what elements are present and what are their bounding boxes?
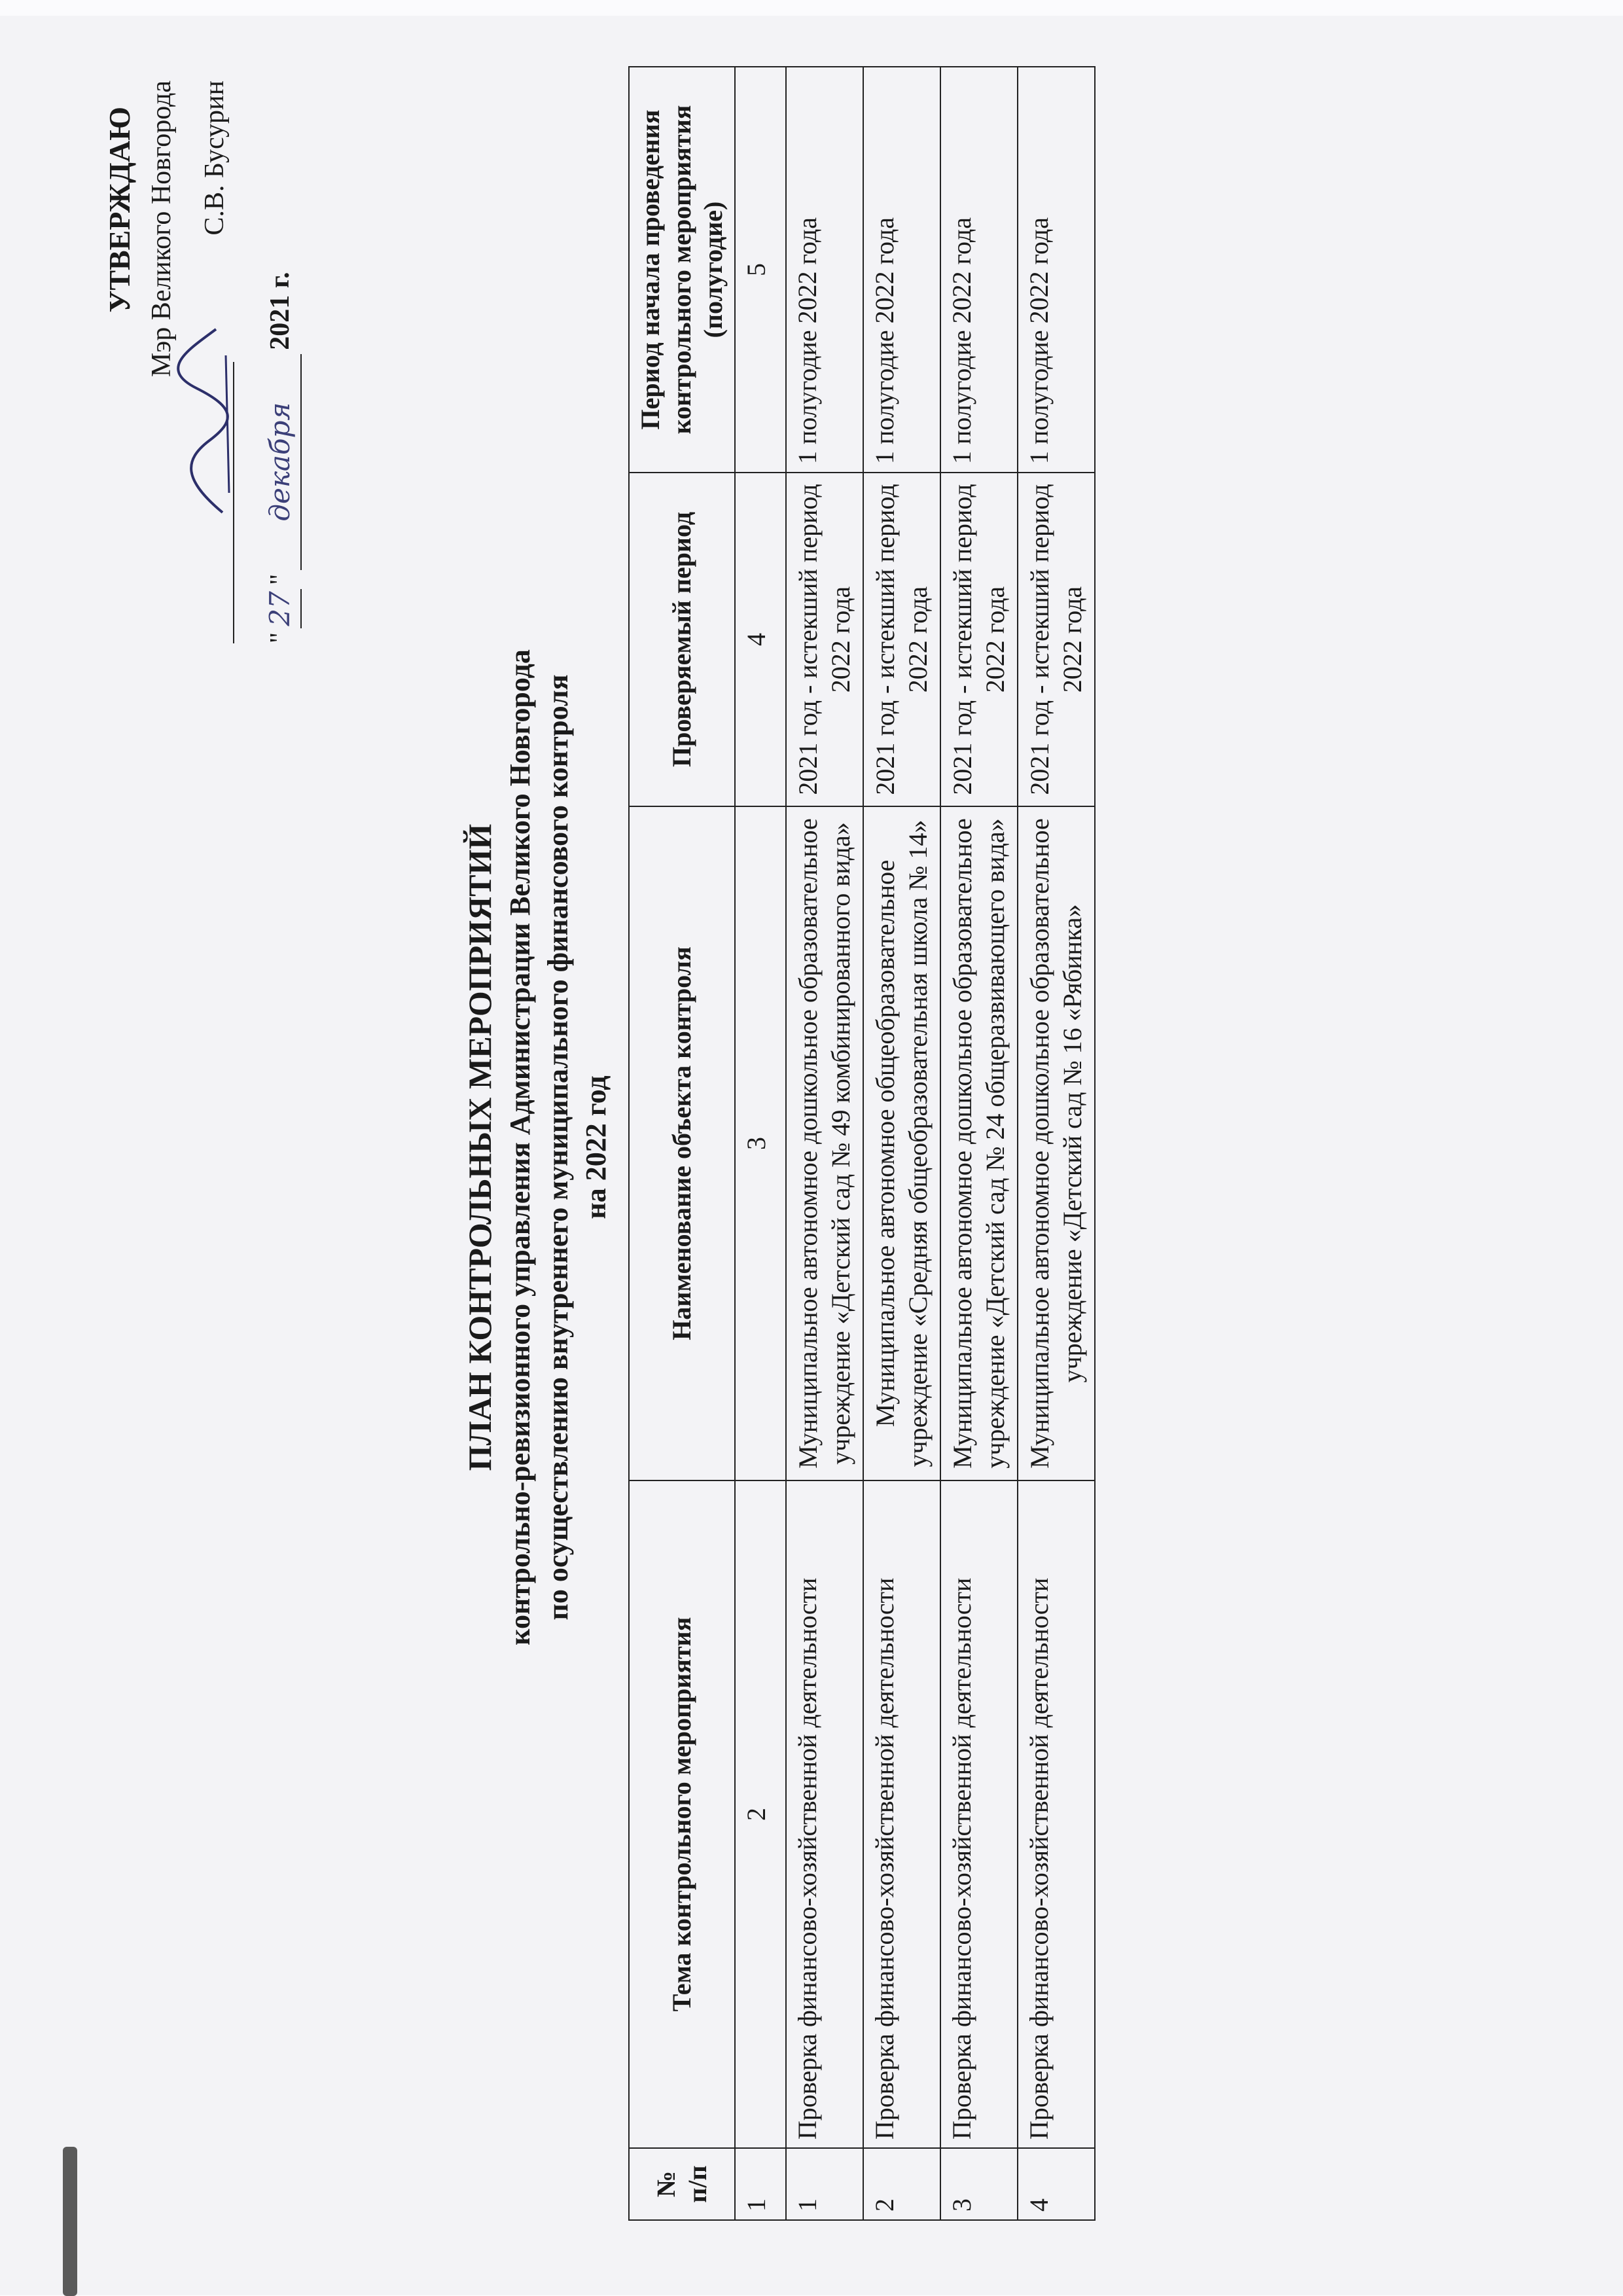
row-start: 1 полугодие 2022 года: [786, 67, 863, 473]
row-object: Муниципальное автономное дошкольное образовательное учреждение «Детский сад № 16 «Рябинка»: [1018, 806, 1095, 1480]
row-object: Муниципальное автономное дошкольное образовательное учреждение «Детский сад № 49 комбинированного вида»: [786, 806, 863, 1480]
date-quote-open: ": [265, 632, 296, 643]
row-number: 1: [786, 2148, 863, 2220]
column-number: 4: [735, 473, 786, 806]
table-row: [940, 67, 1018, 2220]
row-topic: Проверка финансово-хозяйственной деятельности: [863, 1480, 940, 2148]
column-number: 5: [735, 67, 786, 473]
column-header-topic: Тема контрольного мероприятия: [629, 1480, 735, 2148]
column-header-period: Проверяемый период: [629, 473, 735, 806]
document-header: [458, 28, 615, 2267]
column-header-start: Период начала проведения контрольного мероприятия (полугодие): [629, 67, 735, 473]
rotated-document-sheet: [26, 28, 1597, 2267]
row-topic: Проверка финансово-хозяйственной деятельности: [786, 1480, 863, 2148]
row-start: 1 полугодие 2022 года: [1018, 67, 1095, 473]
row-period: 2021 год - истекший период 2022 года: [1018, 473, 1095, 806]
approval-title: УТВЕРЖДАЮ: [103, 107, 136, 313]
row-period: 2021 год - истекший период 2022 года: [786, 473, 863, 806]
table-row: [863, 67, 940, 2220]
row-topic: Проверка финансово-хозяйственной деятельности: [940, 1480, 1018, 2148]
row-start: 1 полугодие 2022 года: [940, 67, 1018, 473]
row-number: 4: [1018, 2148, 1095, 2220]
approval-block: [98, 81, 302, 643]
column-number: 2: [735, 1480, 786, 2148]
row-period: 2021 год - истекший период 2022 года: [863, 473, 940, 806]
scan-edge: [0, 0, 1623, 16]
date-day: 27: [260, 589, 302, 628]
column-header-number: № п/п: [629, 2148, 735, 2220]
document-subtitle-line-3: на 2022 год: [580, 1075, 613, 1219]
row-start: 1 полугодие 2022 года: [863, 67, 940, 473]
row-number: 2: [863, 2148, 940, 2220]
document-subtitle-line-1: контрольно-ревизионного управления Администрации Великого Новгорода: [504, 649, 536, 1645]
row-topic: Проверка финансово-хозяйственной деятельности: [1018, 1480, 1095, 2148]
row-object: Муниципальное автономное дошкольное образовательное учреждение «Детский сад № 24 общеразвивающего вида»: [940, 806, 1018, 1480]
row-number: 3: [940, 2148, 1018, 2220]
column-number: 1: [735, 2148, 786, 2220]
column-number: 3: [735, 806, 786, 1480]
approval-date-row: [260, 81, 302, 643]
document-title: ПЛАН КОНТРОЛЬНЫХ МЕРОПРИЯТИЙ: [461, 823, 498, 1471]
table-header-row: [629, 67, 735, 2220]
table-row: [786, 67, 863, 2220]
handwritten-signature: [177, 323, 236, 519]
date-month: декабря: [260, 354, 302, 570]
approval-position: Мэр Великого Новгорода: [146, 81, 177, 378]
column-header-object: Наименование объекта контроля: [629, 806, 735, 1480]
date-year: 2021 г.: [265, 272, 296, 350]
document-subtitle-line-2: по осуществлению внутреннего муниципального финансового контроля: [542, 674, 575, 1621]
date-quote-close: ": [265, 573, 296, 585]
approval-signer: С.В. Бусурин: [199, 81, 230, 236]
control-plan-table: [628, 66, 1096, 2221]
table-row: [1018, 67, 1095, 2220]
column-number-row: [735, 67, 786, 2220]
row-object: Муниципальное автономное общеобразовательное учреждение «Средняя общеобразовательная школа № 14»: [863, 806, 940, 1480]
row-period: 2021 год - истекший период 2022 года: [940, 473, 1018, 806]
